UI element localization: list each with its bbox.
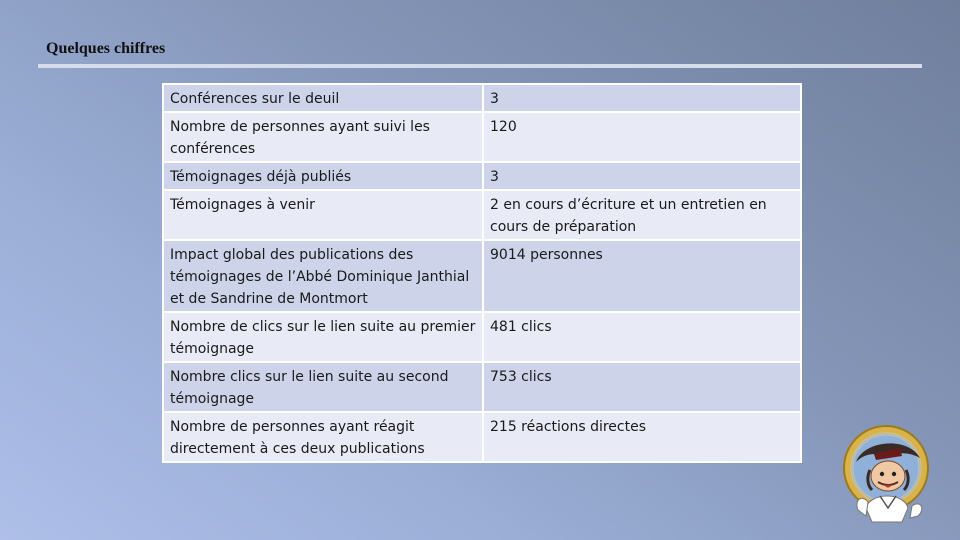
table-row: [163, 362, 801, 412]
figures-table: [162, 83, 802, 463]
row-label: Témoignages à venir: [163, 190, 483, 240]
row-value: 3: [483, 162, 801, 190]
title-divider: [38, 64, 922, 68]
row-label: Nombre clics sur le lien suite au second témoignage: [163, 362, 483, 412]
table-row: [163, 84, 801, 112]
row-label: Impact global des publications des témoignages de l’Abbé Dominique Janthial et de Sandrine de Montmort: [163, 240, 483, 312]
table-row: [163, 190, 801, 240]
row-value: 215 réactions directes: [483, 412, 801, 462]
row-label: Nombre de clics sur le lien suite au premier témoignage: [163, 312, 483, 362]
row-value: 481 clics: [483, 312, 801, 362]
row-value: 120: [483, 112, 801, 162]
row-value: 753 clics: [483, 362, 801, 412]
row-label: Nombre de personnes ayant suivi les conférences: [163, 112, 483, 162]
table-row: [163, 240, 801, 312]
row-label: Nombre de personnes ayant réagit directement à ces deux publications: [163, 412, 483, 462]
row-label: Conférences sur le deuil: [163, 84, 483, 112]
table-row: [163, 162, 801, 190]
table-row: [163, 112, 801, 162]
row-value: 2 en cours d’écriture et un entretien en cours de préparation: [483, 190, 801, 240]
table-row: [163, 312, 801, 362]
pirate-character-seal-icon: [840, 422, 936, 528]
row-label: Témoignages déjà publiés: [163, 162, 483, 190]
row-value: 3: [483, 84, 801, 112]
slide-title: Quelques chiffres: [46, 40, 166, 57]
row-value: 9014 personnes: [483, 240, 801, 312]
table-row: [163, 412, 801, 462]
